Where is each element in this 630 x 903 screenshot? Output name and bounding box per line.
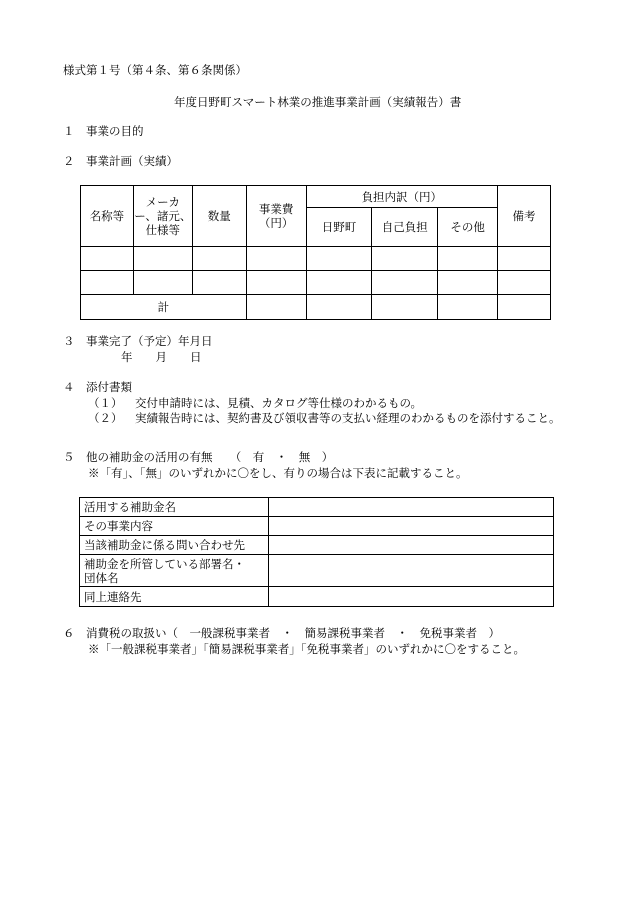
- maker-header-line-3: 仕様等: [145, 223, 181, 237]
- table-cell: [372, 271, 438, 295]
- contact-label: 同上連絡先: [80, 587, 269, 607]
- table-cell: [498, 271, 551, 295]
- table-cell: [268, 498, 553, 517]
- department-label: [80, 555, 269, 587]
- section-4-heading: ４ 添付書類: [63, 380, 132, 394]
- table-cell: [133, 247, 192, 271]
- form-label: 様式第１号（第４条、第６条関係）: [63, 63, 247, 77]
- section-6-note: ※「一般課税事業者」「簡易課税事業者」「免税事業者」のいずれかに〇をすること。: [88, 642, 525, 656]
- table-cell: [246, 247, 306, 271]
- table-cell: [268, 517, 553, 536]
- table-cell: [306, 271, 372, 295]
- total-row: [81, 295, 551, 320]
- remarks-header: 備考: [498, 186, 551, 247]
- table-cell: [268, 536, 553, 555]
- table-row: [80, 517, 554, 536]
- table-cell: [438, 271, 498, 295]
- self-burden-header: 自己負担: [372, 208, 438, 247]
- attachment-1-text: 交付申請時には、見積、カタログ等仕様のわかるもの。: [135, 396, 423, 410]
- department-label-line-1: 補助金を所管している部署名・: [84, 556, 245, 571]
- completion-date: 年 月 日: [121, 350, 202, 364]
- table-cell: [438, 295, 498, 320]
- table-cell: [372, 295, 438, 320]
- cost-header: [246, 186, 306, 247]
- attachment-2-number: （２）: [88, 411, 123, 425]
- table-cell: [306, 295, 372, 320]
- maker-header-line-1: メーカ: [145, 195, 180, 209]
- page-title: 年度日野町スマート林業の推進事業計画（実績報告）書: [174, 95, 462, 109]
- table-cell: [246, 271, 306, 295]
- maker-header: [133, 186, 192, 247]
- name-header: 名称等: [81, 186, 134, 247]
- business-content-label: その事業内容: [80, 517, 269, 536]
- table-cell: [306, 247, 372, 271]
- section-6-heading: ６ 消費税の取扱い（ 一般課税事業者 ・ 簡易課税事業者 ・ 免税事業者 ）: [63, 626, 500, 640]
- table-cell: [498, 247, 551, 271]
- breakdown-header: 負担内訳（円）: [306, 186, 498, 208]
- section-3-heading: ３ 事業完了（予定）年月日: [63, 334, 213, 348]
- attachment-2-text: 実績報告時には、契約書及び領収書等の支払い経理のわかるものを添付すること。: [135, 411, 561, 425]
- table-cell: [81, 247, 134, 271]
- quantity-header: 数量: [192, 186, 246, 247]
- table-row: [80, 498, 554, 517]
- table-cell: [438, 247, 498, 271]
- section-1-heading: １ 事業の目的: [63, 124, 144, 138]
- business-plan-table: [80, 185, 551, 320]
- table-row: [80, 536, 554, 555]
- table-cell: [81, 271, 134, 295]
- table-cell: [133, 271, 192, 295]
- section-5-note: ※「有」、「無」のいずれかに〇をし、有りの場合は下表に記載すること。: [88, 466, 468, 480]
- cost-header-line-2: （円）: [258, 216, 294, 230]
- department-label-line-2: 団体名: [84, 570, 119, 585]
- table-cell: [192, 271, 246, 295]
- other-subsidy-table: [79, 497, 554, 607]
- table-cell: [268, 587, 553, 607]
- table-cell: [246, 295, 306, 320]
- table-row: [81, 247, 551, 271]
- section-2-heading: ２ 事業計画（実績）: [63, 154, 178, 168]
- inquiry-label: 当該補助金に係る問い合わせ先: [80, 536, 269, 555]
- maker-header-line-2: ー、諸元、: [134, 209, 192, 223]
- table-cell: [498, 295, 551, 320]
- table-cell: [192, 247, 246, 271]
- cost-header-line-1: 事業費: [258, 202, 294, 216]
- table-cell: [268, 555, 553, 587]
- other-header: その他: [438, 208, 498, 247]
- table-cell: [372, 247, 438, 271]
- section-5-heading: ５ 他の補助金の活用の有無 （ 有 ・ 無 ）: [63, 450, 334, 464]
- subsidy-name-label: 活用する補助金名: [80, 498, 269, 517]
- table-row: [80, 587, 554, 607]
- attachment-1-number: （１）: [88, 396, 123, 410]
- table-row: [81, 271, 551, 295]
- total-label: 計: [81, 295, 247, 320]
- town-header: 日野町: [306, 208, 372, 247]
- table-row: [80, 555, 554, 587]
